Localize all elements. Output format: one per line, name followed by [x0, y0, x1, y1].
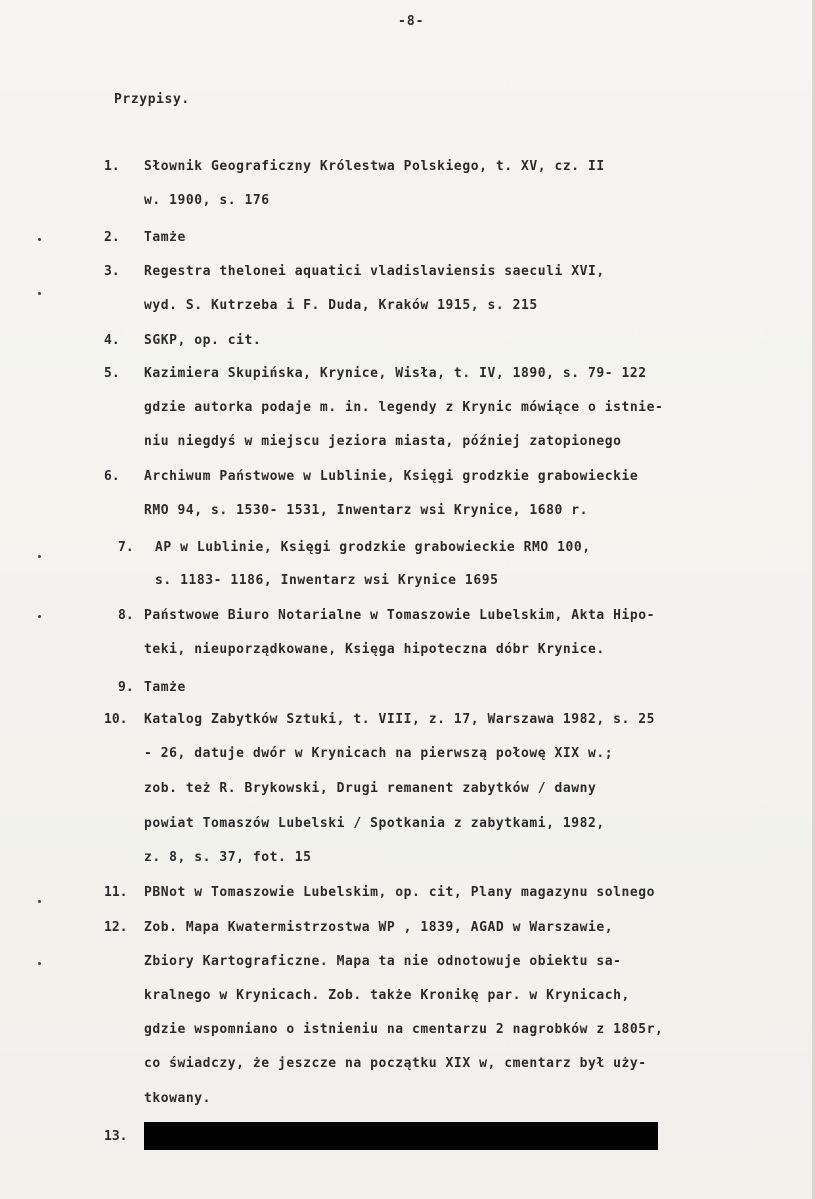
footnotes-heading: Przypisy. — [114, 92, 190, 107]
page-number: -8- — [398, 14, 425, 29]
note-line: - 26, datuje dwór w Krynicach na pierwszą połowę XIX w.; — [144, 746, 614, 761]
note-line: Słownik Geograficzny Królestwa Polskiego, t. XV, cz. II — [144, 159, 605, 174]
note-line: Państwowe Biuro Notarialne w Tomaszowie Lubelskim, Akta Hipo- — [144, 608, 655, 623]
note-line: AP w Lublinie, Księgi grodzkie grabowieckie RMO 100, — [155, 540, 591, 555]
note-line: kralnego w Krynicach. Zob. także Kronikę par. w Krynicach, — [144, 988, 630, 1003]
note-line: Kazimiera Skupińska, Krynice, Wisła, t. IV, 1890, s. 79- 122 — [144, 366, 647, 381]
note-number: 8. — [118, 608, 134, 623]
note-line: SGKP, op. cit. — [144, 333, 262, 348]
note-line: niu niegdyś w miejscu jeziora miasta, później zatopionego — [144, 434, 622, 449]
margin-mark — [38, 555, 41, 558]
note-line: wyd. S. Kutrzeba i F. Duda, Kraków 1915, s. 215 — [144, 298, 538, 313]
note-line: Regestra thelonei aquatici vladislaviensis saeculi XVI, — [144, 264, 605, 279]
margin-mark — [38, 900, 41, 903]
note-line: PBNot w Tomaszowie Lubelskim, op. cit, Plany magazynu solnego — [144, 885, 655, 900]
note-line: tkowany. — [144, 1091, 212, 1106]
note-line: Tamże — [144, 680, 186, 695]
note-number: 3. — [104, 264, 120, 279]
note-number: 2. — [104, 230, 120, 245]
note-line: w. 1900, s. 176 — [144, 193, 270, 208]
margin-mark — [38, 292, 41, 295]
note-number: 1. — [104, 159, 120, 174]
note-line: RMO 94, s. 1530- 1531, Inwentarz wsi Krynice, 1680 r. — [144, 503, 588, 518]
note-number: 12. — [104, 920, 128, 935]
note-line: Zbiory Kartograficzne. Mapa ta nie odnotowuje obiektu sa- — [144, 954, 622, 969]
note-line: Archiwum Państwowe w Lublinie, Księgi grodzkie grabowieckie — [144, 469, 639, 484]
margin-mark — [38, 238, 41, 241]
note-number: 9. — [118, 680, 134, 695]
note-line: zob. też R. Brykowski, Drugi remanent zabytków / dawny — [144, 781, 597, 796]
note-line: teki, nieuporządkowane, Księga hipoteczna dóbr Krynice. — [144, 642, 605, 657]
note-number: 6. — [104, 469, 120, 484]
redaction-bar — [144, 1122, 658, 1150]
note-number: 5. — [104, 366, 120, 381]
note-line: s. 1183- 1186, Inwentarz wsi Krynice 1695 — [155, 573, 499, 588]
note-number: 11. — [104, 885, 128, 900]
note-number: 4. — [104, 333, 120, 348]
note-line: gdzie autorka podaje m. in. legendy z Krynic mówiące o istnie- — [144, 400, 664, 415]
margin-mark — [38, 615, 41, 618]
note-line: Zob. Mapa Kwatermistrzostwa WP , 1839, AGAD w Warszawie, — [144, 920, 614, 935]
note-line: gdzie wspomniano o istnieniu na cmentarzu 2 nagrobków z 1805r, — [144, 1022, 664, 1037]
note-line: Tamże — [144, 230, 186, 245]
margin-mark — [38, 962, 41, 965]
note-number: 7. — [118, 540, 134, 555]
note-number: 10. — [104, 712, 128, 727]
note-line: co świadczy, że jeszcze na początku XIX w, cmentarz był uży- — [144, 1056, 647, 1071]
note-line: z. 8, s. 37, fot. 15 — [144, 850, 312, 865]
note-line: Katalog Zabytków Sztuki, t. VIII, z. 17, Warszawa 1982, s. 25 — [144, 712, 655, 727]
note-number: 13. — [104, 1129, 128, 1144]
note-line: powiat Tomaszów Lubelski / Spotkania z zabytkami, 1982, — [144, 816, 605, 831]
